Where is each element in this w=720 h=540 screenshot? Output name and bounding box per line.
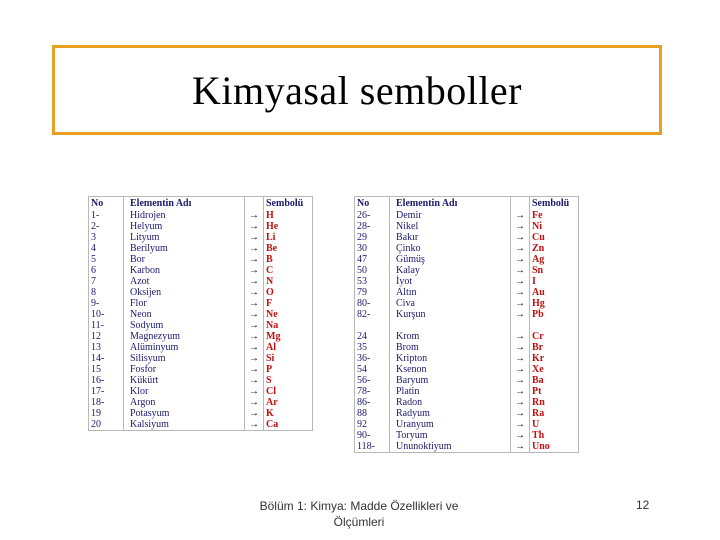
element-name: Flor <box>124 298 245 309</box>
element-number: 15 <box>89 364 124 375</box>
element-symbol: Hg <box>530 298 579 309</box>
element-number: 3 <box>89 232 124 243</box>
element-number: 92 <box>355 419 390 430</box>
table-row <box>89 210 313 221</box>
table-row <box>89 375 313 386</box>
table-row <box>355 221 579 232</box>
element-name: Baryum <box>390 375 511 386</box>
element-name: Civa <box>390 298 511 309</box>
element-number: 12 <box>89 331 124 342</box>
element-number: 14- <box>89 353 124 364</box>
arrow-glyph: → <box>245 243 264 254</box>
table-row <box>89 276 313 287</box>
element-number: 53 <box>355 276 390 287</box>
element-symbol: Rn <box>530 397 579 408</box>
element-name: Altın <box>390 287 511 298</box>
element-name: Karbon <box>124 265 245 276</box>
slide-title: Kimyasal semboller <box>191 67 523 113</box>
element-symbol: Cu <box>530 232 579 243</box>
table-row <box>355 375 579 386</box>
element-name: Brom <box>390 342 511 353</box>
table-row <box>355 353 579 364</box>
element-number: 30 <box>355 243 390 254</box>
element-name: Radon <box>390 397 511 408</box>
table-header-row <box>89 197 313 211</box>
page-number: 12 <box>636 498 650 512</box>
arrow-glyph: → <box>511 419 530 430</box>
table-row <box>355 298 579 309</box>
column-header: Sembolü <box>530 197 579 211</box>
arrow-glyph: → <box>245 287 264 298</box>
arrow-glyph: → <box>245 397 264 408</box>
element-symbol: N <box>264 276 313 287</box>
arrow-glyph <box>511 320 530 331</box>
arrow-glyph: → <box>511 265 530 276</box>
table-row <box>89 309 313 320</box>
table-row <box>355 386 579 397</box>
element-name: Krom <box>390 331 511 342</box>
element-number: 9- <box>89 298 124 309</box>
element-number: 10- <box>89 309 124 320</box>
element-symbol: Ag <box>530 254 579 265</box>
table-row <box>355 210 579 221</box>
table-row <box>89 287 313 298</box>
table-row <box>89 221 313 232</box>
arrow-glyph: → <box>511 210 530 221</box>
table-row <box>89 265 313 276</box>
element-symbol: Kr <box>530 353 579 364</box>
column-header-spacer <box>511 197 530 211</box>
arrow-glyph: → <box>511 364 530 375</box>
arrow-glyph: → <box>511 430 530 441</box>
arrow-glyph: → <box>511 342 530 353</box>
element-number: 54 <box>355 364 390 375</box>
element-name: Potasyum <box>124 408 245 419</box>
arrow-glyph: → <box>245 265 264 276</box>
element-symbol: Ni <box>530 221 579 232</box>
element-number <box>355 320 390 331</box>
arrow-glyph: → <box>245 221 264 232</box>
element-symbol: Mg <box>264 331 313 342</box>
table-row <box>355 419 579 430</box>
element-name: Kalay <box>390 265 511 276</box>
element-symbol: Fe <box>530 210 579 221</box>
element-number: 78- <box>355 386 390 397</box>
element-number: 82- <box>355 309 390 320</box>
arrow-glyph: → <box>245 210 264 221</box>
element-name: Berilyum <box>124 243 245 254</box>
element-name: Magnezyum <box>124 331 245 342</box>
table-row <box>355 320 579 331</box>
title-box <box>52 45 662 135</box>
element-number: 5 <box>89 254 124 265</box>
element-name: Çinko <box>390 243 511 254</box>
element-name: Helyum <box>124 221 245 232</box>
element-name: Azot <box>124 276 245 287</box>
table-row <box>89 331 313 342</box>
arrow-glyph: → <box>245 276 264 287</box>
table-row <box>355 309 579 320</box>
element-number: 1- <box>89 210 124 221</box>
table-row <box>89 408 313 419</box>
element-symbol <box>530 320 579 331</box>
element-number: 24 <box>355 331 390 342</box>
arrow-glyph: → <box>511 441 530 453</box>
arrow-glyph: → <box>245 353 264 364</box>
table-row <box>355 265 579 276</box>
table-row <box>355 276 579 287</box>
element-name: İyot <box>390 276 511 287</box>
arrow-glyph: → <box>511 386 530 397</box>
element-symbol: Ba <box>530 375 579 386</box>
element-name: Fosfor <box>124 364 245 375</box>
element-symbol: Au <box>530 287 579 298</box>
element-number: 13 <box>89 342 124 353</box>
element-name: Toryum <box>390 430 511 441</box>
arrow-glyph: → <box>245 386 264 397</box>
element-number: 88 <box>355 408 390 419</box>
arrow-glyph: → <box>511 298 530 309</box>
element-name: Radyum <box>390 408 511 419</box>
element-name: Kripton <box>390 353 511 364</box>
element-number: 90- <box>355 430 390 441</box>
element-number: 80- <box>355 298 390 309</box>
element-number: 4 <box>89 243 124 254</box>
element-symbol: Ar <box>264 397 313 408</box>
table-row <box>355 364 579 375</box>
column-header: Elementin Adı <box>124 197 245 211</box>
arrow-glyph: → <box>511 287 530 298</box>
arrow-glyph: → <box>245 232 264 243</box>
element-symbol: Cl <box>264 386 313 397</box>
element-number: 35 <box>355 342 390 353</box>
element-symbol: Pt <box>530 386 579 397</box>
element-number: 17- <box>89 386 124 397</box>
element-symbol: U <box>530 419 579 430</box>
arrow-glyph: → <box>511 353 530 364</box>
element-name: Ksenon <box>390 364 511 375</box>
element-symbol: Si <box>264 353 313 364</box>
table-row <box>89 353 313 364</box>
element-symbol: Ca <box>264 419 313 431</box>
element-number: 26- <box>355 210 390 221</box>
element-symbol: Ne <box>264 309 313 320</box>
arrow-glyph: → <box>511 254 530 265</box>
column-header: No <box>355 197 390 211</box>
element-name: Alüminyum <box>124 342 245 353</box>
arrow-glyph: → <box>511 243 530 254</box>
element-number: 29 <box>355 232 390 243</box>
element-name: Kükürt <box>124 375 245 386</box>
element-symbol: S <box>264 375 313 386</box>
element-number: 7 <box>89 276 124 287</box>
element-symbol: Cr <box>530 331 579 342</box>
element-name: Klor <box>124 386 245 397</box>
element-name: Hidrojen <box>124 210 245 221</box>
element-symbol: Th <box>530 430 579 441</box>
table-header-row <box>355 197 579 211</box>
element-number: 79 <box>355 287 390 298</box>
element-number: 56- <box>355 375 390 386</box>
table-row <box>355 408 579 419</box>
element-number: 28- <box>355 221 390 232</box>
element-name: Lityum <box>124 232 245 243</box>
arrow-glyph: → <box>245 320 264 331</box>
element-name: Bakır <box>390 232 511 243</box>
table-row <box>89 342 313 353</box>
table-row <box>355 287 579 298</box>
element-symbol: Br <box>530 342 579 353</box>
table-row <box>89 386 313 397</box>
table-row <box>355 342 579 353</box>
element-symbol: P <box>264 364 313 375</box>
arrow-glyph: → <box>245 254 264 265</box>
element-name: Bor <box>124 254 245 265</box>
table-row <box>89 364 313 375</box>
arrow-glyph: → <box>245 364 264 375</box>
column-header: Sembolü <box>264 197 313 211</box>
element-number: 8 <box>89 287 124 298</box>
arrow-glyph: → <box>511 276 530 287</box>
arrow-glyph: → <box>245 342 264 353</box>
arrow-glyph: → <box>245 331 264 342</box>
element-number: 2- <box>89 221 124 232</box>
arrow-glyph: → <box>245 419 264 431</box>
element-name: Gümüş <box>390 254 511 265</box>
table-row <box>89 254 313 265</box>
element-symbol: I <box>530 276 579 287</box>
element-name: Kalsiyum <box>124 419 245 431</box>
table-row <box>355 243 579 254</box>
element-number: 19 <box>89 408 124 419</box>
arrow-glyph: → <box>511 375 530 386</box>
element-symbol: Ra <box>530 408 579 419</box>
element-name: Argon <box>124 397 245 408</box>
element-number: 47 <box>355 254 390 265</box>
element-symbol: Pb <box>530 309 579 320</box>
arrow-glyph: → <box>511 397 530 408</box>
element-symbol: Na <box>264 320 313 331</box>
element-number: 16- <box>89 375 124 386</box>
element-number: 50 <box>355 265 390 276</box>
arrow-glyph: → <box>511 408 530 419</box>
element-number: 36- <box>355 353 390 364</box>
element-name <box>390 320 511 331</box>
element-symbol: C <box>264 265 313 276</box>
element-number: 118- <box>355 441 390 453</box>
element-name: Sodyum <box>124 320 245 331</box>
element-symbol: Al <box>264 342 313 353</box>
element-symbol: K <box>264 408 313 419</box>
element-number: 11- <box>89 320 124 331</box>
element-symbol: F <box>264 298 313 309</box>
element-symbol: O <box>264 287 313 298</box>
table-row <box>355 441 579 453</box>
table-row <box>355 331 579 342</box>
element-symbol: Sn <box>530 265 579 276</box>
table-row <box>355 254 579 265</box>
table-row <box>89 419 313 431</box>
element-name: Kurşun <box>390 309 511 320</box>
table-row <box>89 397 313 408</box>
element-name: Neon <box>124 309 245 320</box>
arrow-glyph: → <box>245 408 264 419</box>
element-symbol: Li <box>264 232 313 243</box>
element-name: Silisyum <box>124 353 245 364</box>
arrow-glyph: → <box>245 298 264 309</box>
element-name: Platin <box>390 386 511 397</box>
table-row <box>355 232 579 243</box>
left-element-table <box>88 196 313 431</box>
element-symbol: He <box>264 221 313 232</box>
table-row <box>89 243 313 254</box>
element-name: Ununoktiyum <box>390 441 511 453</box>
element-number: 86- <box>355 397 390 408</box>
element-symbol: H <box>264 210 313 221</box>
table-row <box>89 320 313 331</box>
table-row <box>89 298 313 309</box>
arrow-glyph: → <box>511 232 530 243</box>
element-symbol: Uno <box>530 441 579 453</box>
arrow-glyph: → <box>511 221 530 232</box>
element-symbol: Xe <box>530 364 579 375</box>
element-name: Uranyum <box>390 419 511 430</box>
element-symbol: Zn <box>530 243 579 254</box>
table-row <box>355 430 579 441</box>
column-header: No <box>89 197 124 211</box>
column-header: Elementin Adı <box>390 197 511 211</box>
element-number: 18- <box>89 397 124 408</box>
element-number: 6 <box>89 265 124 276</box>
element-symbol: Be <box>264 243 313 254</box>
element-symbol: B <box>264 254 313 265</box>
element-name: Nikel <box>390 221 511 232</box>
column-header-spacer <box>245 197 264 211</box>
arrow-glyph: → <box>245 375 264 386</box>
slide-footer: Bölüm 1: Kimya: Madde Özellikleri ve Ölçümleri <box>259 499 459 529</box>
element-number: 20 <box>89 419 124 431</box>
arrow-glyph: → <box>511 309 530 320</box>
arrow-glyph: → <box>245 309 264 320</box>
element-name: Demir <box>390 210 511 221</box>
arrow-glyph: → <box>511 331 530 342</box>
table-row <box>355 397 579 408</box>
element-name: Oksijen <box>124 287 245 298</box>
right-element-table <box>354 196 579 453</box>
table-row <box>89 232 313 243</box>
